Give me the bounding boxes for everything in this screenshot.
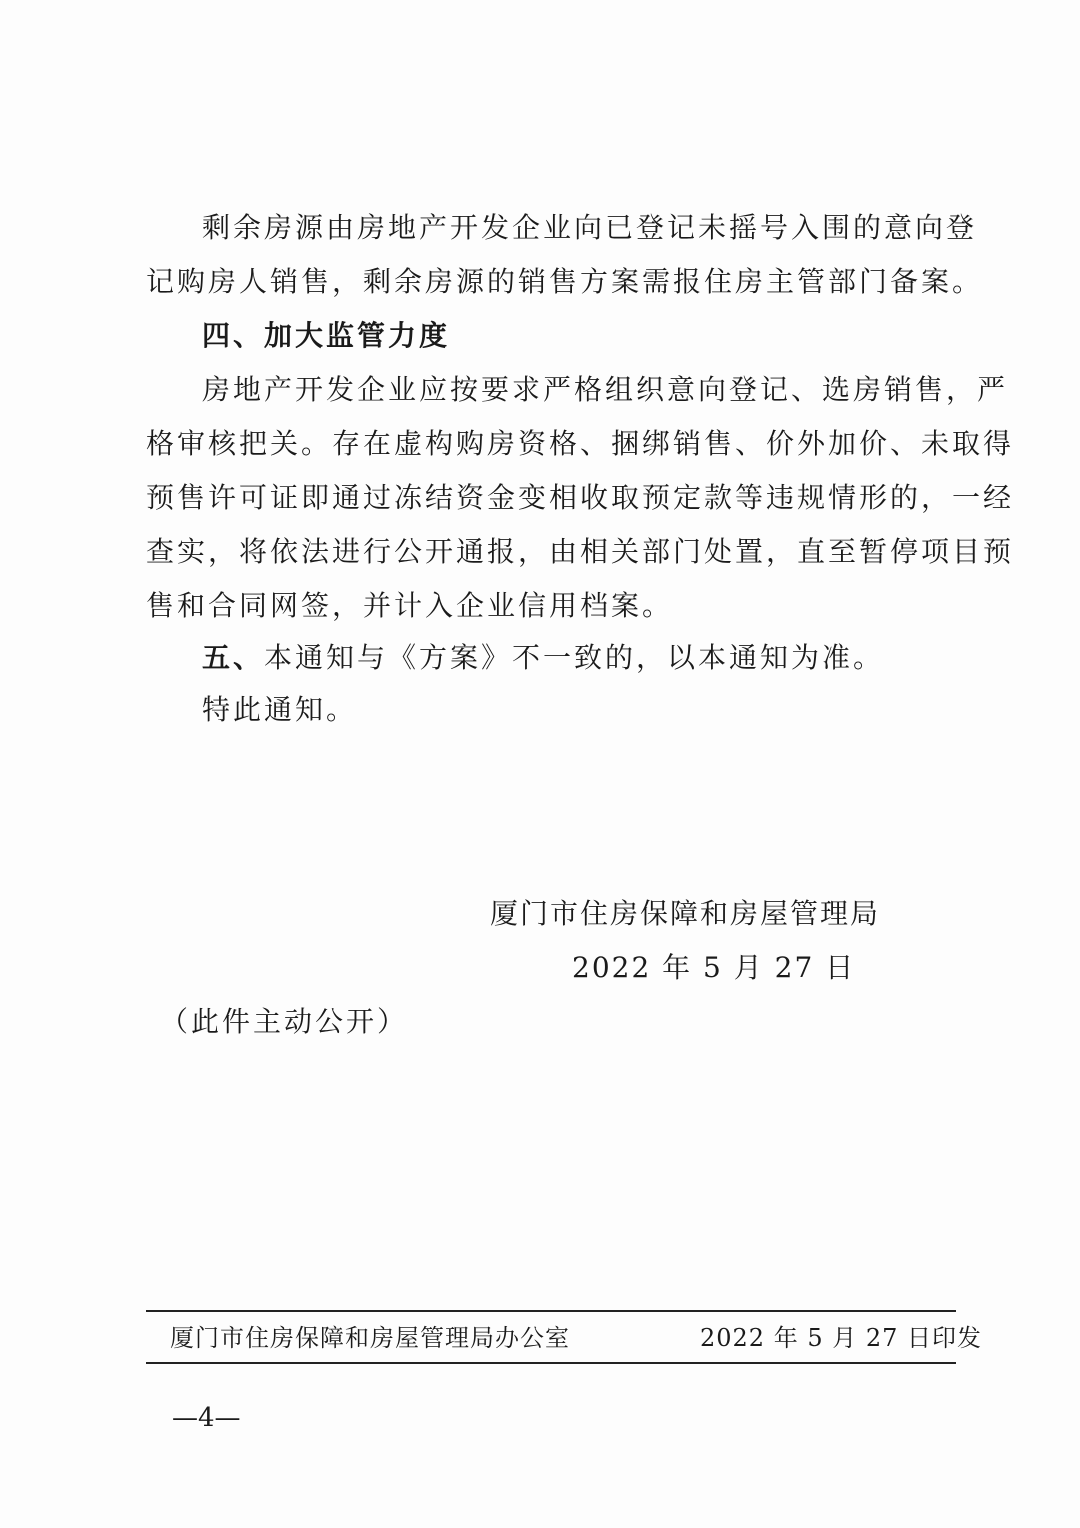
- item-five-text: 本通知与《方案》不一致的，以本通知为准。: [264, 641, 885, 674]
- paragraph-line: 格审核把关。存在虚构购房资格、捆绑销售、价外加价、未取得: [146, 427, 1015, 460]
- issue-date: 2022 年 5 月 27 日: [572, 951, 856, 984]
- issuer-name: 厦门市住房保障和房屋管理局: [490, 897, 881, 930]
- paragraph-line: 剩余房源由房地产开发企业向已登记未摇号入围的意向登: [202, 211, 978, 244]
- footer-office: 厦门市住房保障和房屋管理局办公室: [170, 1324, 570, 1352]
- paragraph-line: 售和合同网签，并计入企业信用档案。: [146, 589, 674, 622]
- item-five-label: 五、: [202, 641, 265, 674]
- section-heading: 四、加大监管力度: [202, 319, 451, 352]
- closing-phrase: 特此通知。: [202, 693, 358, 726]
- footer-top-rule: [146, 1310, 956, 1312]
- page-number: —4—: [172, 1403, 241, 1433]
- disclosure-note: （此件主动公开）: [160, 1005, 409, 1038]
- paragraph-line: 房地产开发企业应按要求严格组织意向登记、选房销售，严: [202, 373, 1009, 406]
- paragraph-line: 预售许可证即通过冻结资金变相收取预定款等违规情形的，一经: [146, 481, 1015, 514]
- item-five: [202, 640, 884, 676]
- paragraph-line: 记购房人销售，剩余房源的销售方案需报住房主管部门备案。: [146, 265, 984, 298]
- footer-issue-date: 2022 年 5 月 27 日印发: [700, 1324, 983, 1352]
- paragraph-line: 查实，将依法进行公开通报，由相关部门处置，直至暂停项目预: [146, 535, 1015, 568]
- footer-bottom-rule: [146, 1362, 956, 1364]
